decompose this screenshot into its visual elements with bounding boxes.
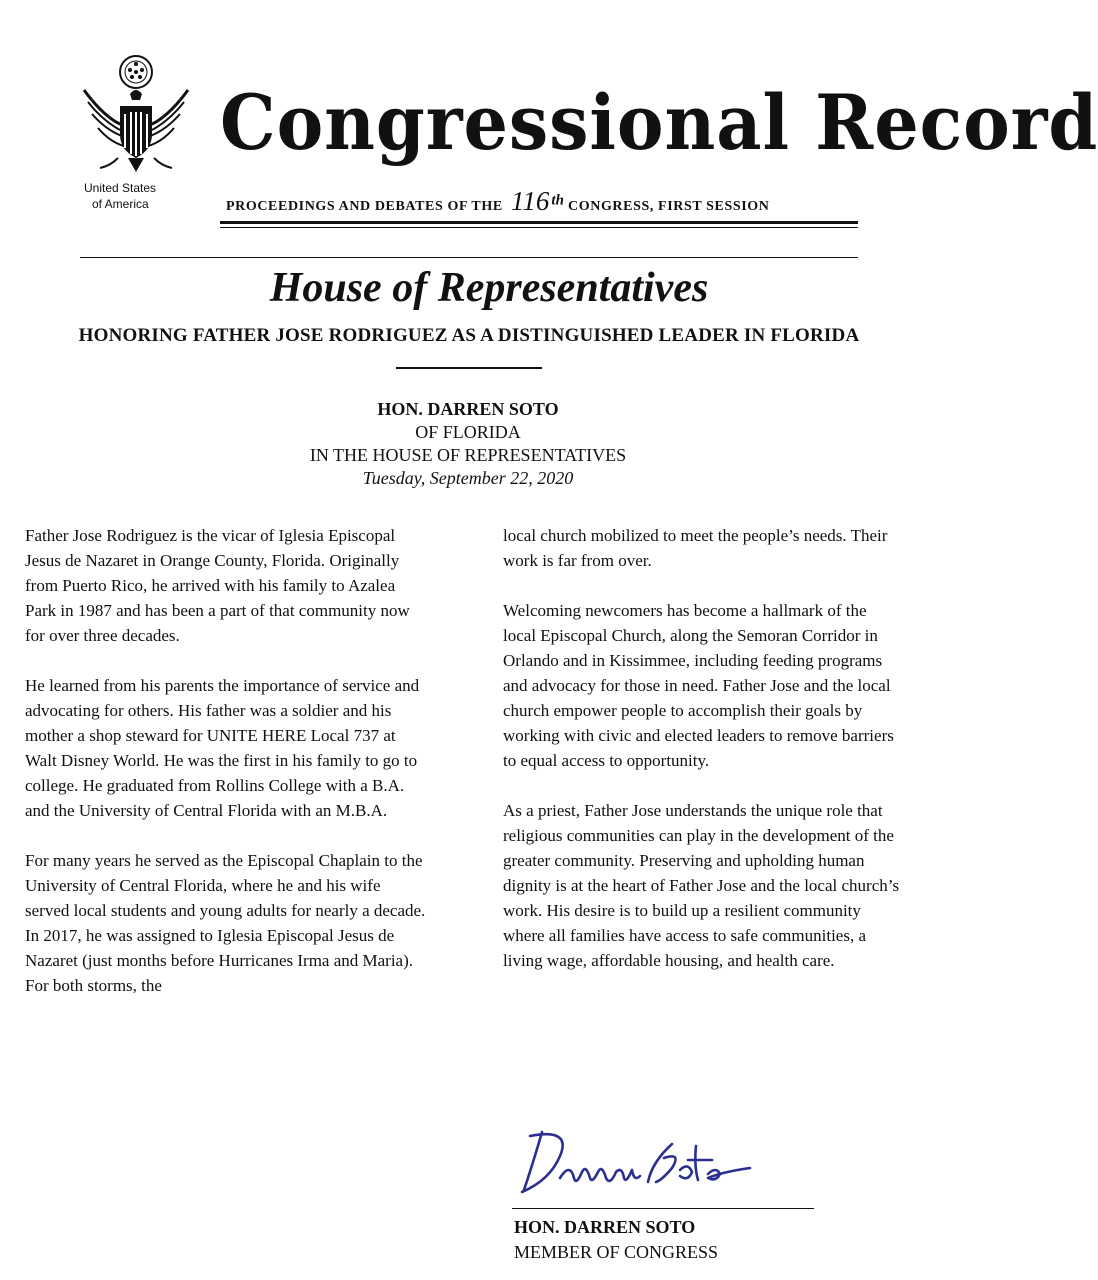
column-right [503,523,903,998]
paragraph: Welcoming newcomers has become a hallmark of the local Episcopal Church, along the Semoran Corridor in Orlando and in Kissimmee, including feeding programs and advocacy for those in need. Father Jose and the local church empower people to accomplish their goals by working with civic and elected leaders to remove barriers to equal access to opportunity. [503,601,894,770]
congress-suffix: th [551,192,564,209]
proceedings-suffix: CONGRESS, FIRST SESSION [568,199,770,214]
paragraph: He learned from his parents the importance of service and advocating for others. His father was a soldier and his mother a shop steward for UNITE HERE Local 737 at Walt Disney World. He was the first in his family to go to college. He graduated from Rollins College with a B.A. and the University of Central Florida with an M.B.A. [25,676,420,820]
byline-name: HON. DARREN SOTO [377,399,559,419]
headline-divider [396,367,542,369]
seal-caption [84,180,224,212]
record-title: Congressional Record [220,78,1098,167]
paragraph: local church mobilized to meet the people’s needs. Their work is far from over. [503,526,888,570]
section-divider [80,257,858,258]
byline-date: Tuesday, September 22, 2020 [362,468,574,488]
masthead-rule-thin [220,227,858,228]
seal-caption-line-1: United States [84,181,157,195]
congress-number: 116 [510,186,550,216]
column-left [25,523,427,1023]
byline-chamber: IN THE HOUSE OF REPRESENTATIVES [309,445,627,465]
masthead [0,0,1098,240]
byline [0,398,936,490]
signatory-name: HON. DARREN SOTO [514,1217,696,1237]
paragraph: Father Jose Rodriguez is the vicar of Iglesia Episcopal Jesus de Nazaret in Orange County, Florida. Originally from Puerto Rico, he arrived with his family to Azalea Park in 1987 and has been a part of that community now for over three decades. [25,526,410,645]
handwritten-signature [512,1122,762,1202]
paragraph: For many years he served as the Episcopal Chaplain to the University of Central Florida, where he and his wife served local students and young adults for nearly a decade. In 2017, he was assigned to Iglesia Episcopal Jesus de Nazaret (just months before Hurricanes Irma and Maria). For both storms, the [25,851,426,995]
chamber-title: House of Representatives [269,265,709,311]
signature-line [512,1208,814,1209]
byline-state: OF FLORIDA [415,422,521,442]
proceedings-line [226,186,769,217]
headline: HONORING FATHER JOSE RODRIGUEZ AS A DISTINGUISHED LEADER IN FLORIDA [78,325,860,346]
proceedings-prefix: PROCEEDINGS AND DEBATES OF THE [226,199,503,214]
paragraph: As a priest, Father Jose understands the unique role that religious communities can play in the development of the greater community. Preserving and upholding human dignity is at the heart of Father Jose and the local church’s work. His desire is to build up a resilient community where all families have access to safe communities, a living wage, affordable housing, and health care. [503,801,900,970]
seal-caption-line-2: of America [92,197,149,211]
signatory-role: MEMBER OF CONGRESS [514,1242,719,1262]
eagle-seal-icon [80,50,192,175]
masthead-rule-thick [220,221,858,224]
